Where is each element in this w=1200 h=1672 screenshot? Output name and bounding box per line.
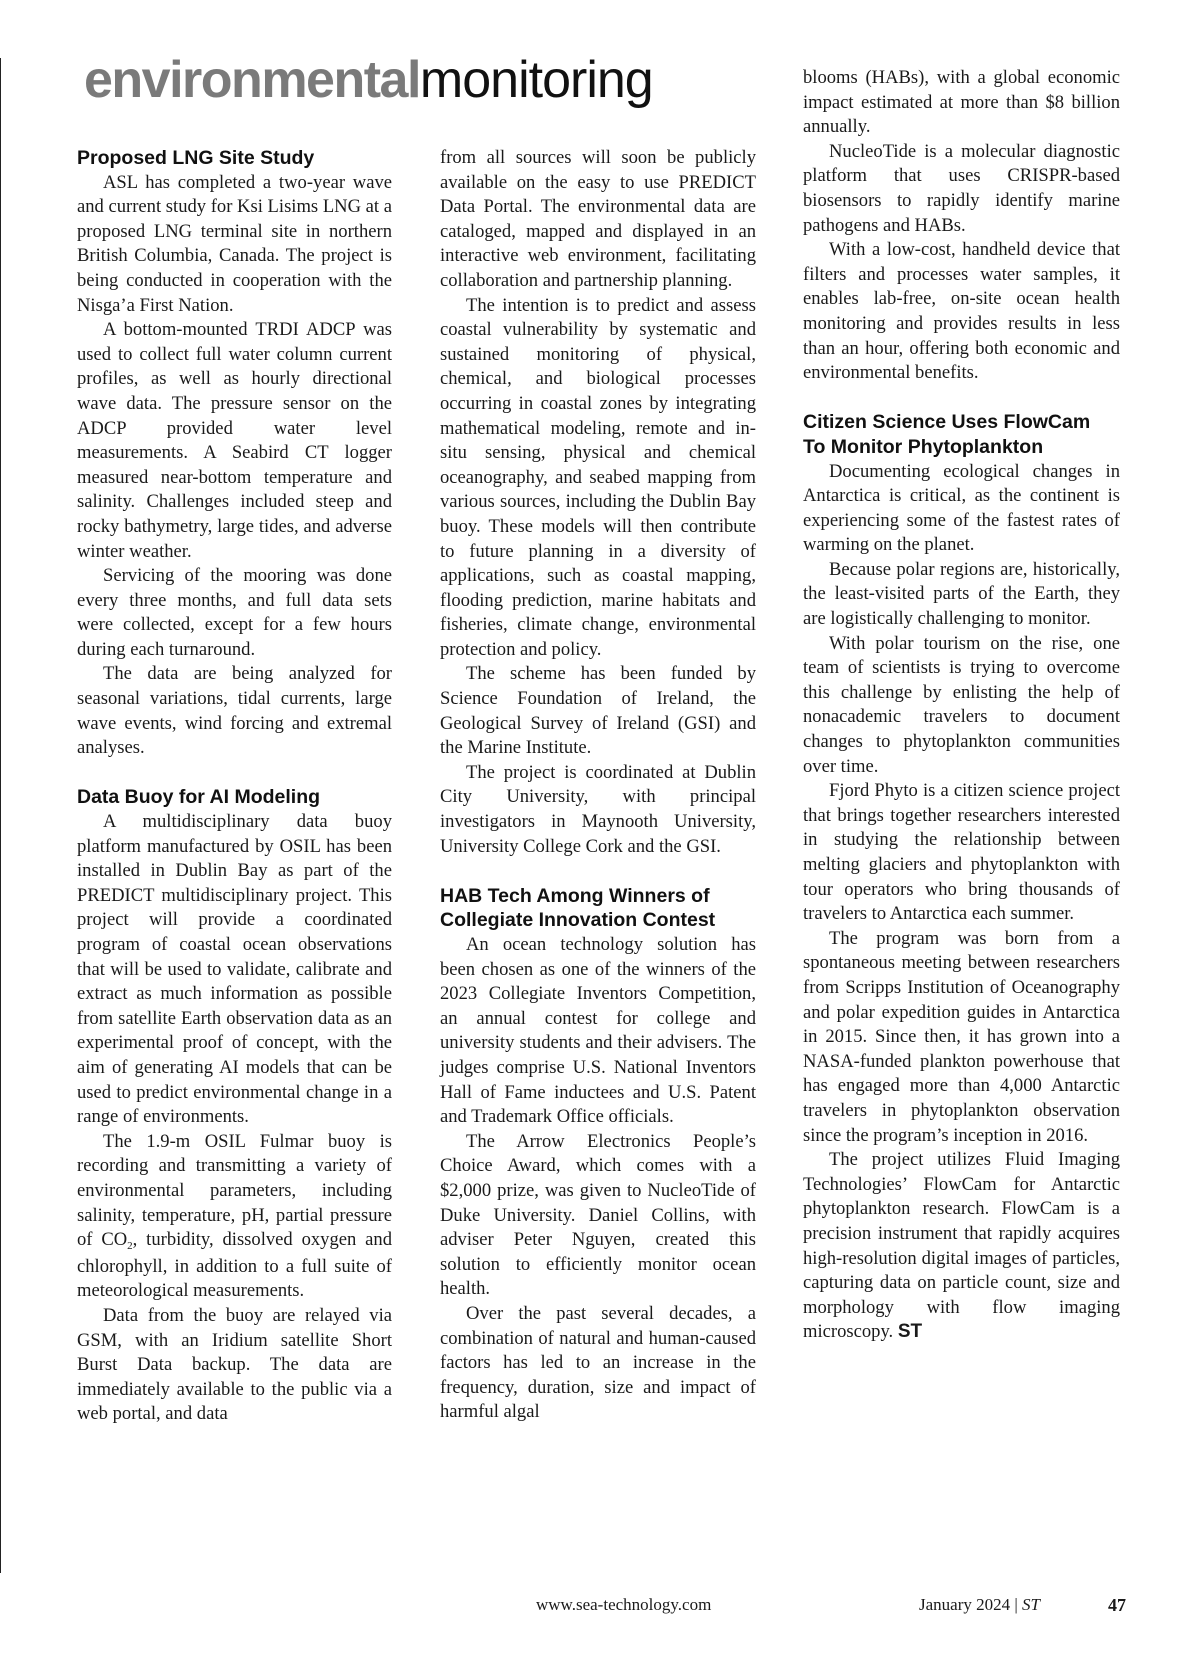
buoy-paragraph-2 [77,1130,392,1304]
footer-website-url: www.sea-technology.com [536,1595,712,1614]
buoy-paragraph-4: The intention is to predict and assess coastal vulnerability by systematic and sustained monitoring of physical, chemical, and biological processes occurring in coastal zones by integrating mathematical modeling, remote and in-situ sensing, physical and chemical oceanography, and seabed mapping from various sources, including the Dublin Bay buoy. These models will then contribute to future planning in a diversity of applications, such as coastal mapping, flooding prediction, marine habitats and fisheries, climate change, environmental protection and policy. [440,294,756,660]
buoy-paragraph-5: The scheme has been funded by Science Foundation of Ireland, the Geological Survey of Ireland (GSI) and the Marine Institute. [440,663,756,759]
masthead-light-word: monitoring [419,51,653,109]
heading-citizen-line-1: Citizen Science Uses FlowCam [803,411,1091,434]
lng-paragraph-2: A bottom-mounted TRDI ADCP was used to collect full water column current profiles, as well as hourly directional wave data. The pressure sensor on the ADCP provided water level measurements. A Seabird CT logger measured near-bottom temperature and salinity. Challenges included steep and rocky bathymetry, large tides, and adverse winter weather. [77,319,392,562]
citizen-paragraph-6-text: The project utilizes Fluid Imaging Technologies’ FlowCam for Antarctic phytoplankton research. FlowCam is a precision instrument that rapidly acquires high-resolution digital images of particles, capturing data on particle count, size and morphology with flow imaging microscopy. [803,1149,1120,1343]
article-column-1 [77,146,392,1427]
lng-paragraph-4: The data are being analyzed for seasonal variations, tidal currents, large wave events, wind forcing and extremal analyses. [77,663,392,759]
section-masthead [84,50,653,110]
heading-hab-line-1: HAB Tech Among Winners of [440,884,710,907]
citizen-paragraph-1: Documenting ecological changes in Antarctica is critical, as the continent is experiencing some of the fastest rates of warming on the planet. [803,460,1120,556]
citizen-paragraph-4: Fjord Phyto is a citizen science project that brings together researchers interested in studying the relationship between melting glaciers and phytoplankton with tour operators who bring thousands of travelers to Antarctica each summer. [803,780,1120,925]
citizen-paragraph-3: With polar tourism on the rise, one team of scientists is trying to overcome this challenge by enlisting the help of nonacademic travelers to document changes to phytoplankton communities over time. [803,632,1120,777]
article-column-2 [440,146,756,1425]
buoy-paragraph-2-part-a: The 1.9-m OSIL Fulmar buoy is recording and transmitting a variety of environmental parameters, including salinity, temperature, pH, partial pressure of CO [77,1130,392,1251]
buoy-paragraph-3: Data from the buoy are relayed via GSM, with an Iridium satellite Short Burst Data backup. The data are immediately available to the public via a web portal, and data [77,1304,392,1425]
citizen-paragraph-5: The program was born from a spontaneous meeting between researchers from Scripps Institution of Oceanography and polar expedition guides in Antarctica in 2015. Since then, it has grown into a NASA-funded plankton powerhouse that has engaged more than 4,000 Antarctic travelers in phytoplankton observation since the program’s inception in 2016. [803,927,1120,1146]
hab-paragraph-1: An ocean technology solution has been chosen as one of the winners of the 2023 Collegiate Inventors Competition, an annual contest for college and university students and their advisers. The judges comprise U.S. National Inventors Hall of Fame inductees and U.S. Patent and Trademark Office officials. [440,934,756,1128]
heading-citizen-line-2: To Monitor Phytoplankton [803,435,1044,458]
lng-paragraph-3: Servicing of the mooring was done every three months, and full data sets were collected, except for a few hours during each turnaround. [77,565,392,660]
masthead-bold-word: environmental [84,51,420,109]
footer-date-text: January 2024 | [919,1595,1018,1614]
heading-hab-line-2: Collegiate Innovation Contest [440,909,716,932]
footer-magazine-abbrev: ST [1022,1595,1040,1614]
hab-paragraph-4: NucleoTide is a molecular diagnostic platform that uses CRISPR-based biosensors to rapidly identify marine pathogens and HABs. [803,140,1120,236]
buoy-paragraph-6: The project is coordinated at Dublin City University, with principal investigators in Maynooth University, University College Cork and the GSI. [440,761,756,857]
hab-paragraph-3: Over the past several decades, a combination of natural and human-caused factors has led to an increase in the frequency, duration, size and impact of harmful algal [440,1302,756,1423]
lng-paragraph-1: ASL has completed a two-year wave and current study for Ksi Lisims LNG at a proposed LNG terminal site in northern British Columbia, Canada. The project is being conducted in cooperation with the Nisga’a First Nation. [77,171,392,316]
heading-lng-site-study: Proposed LNG Site Study [77,147,315,169]
left-edge-rule [0,58,1,1573]
buoy-paragraph-1: A multidisciplinary data buoy platform manufactured by OSIL has been installed in Dublin Bay as part of the PREDICT multidisciplinary project. This project will provide a coordinated program of coastal ocean observations that will be used to validate, calibrate and extract as much information as possible from satellite Earth observation data as an experimental proof of concept, with the aim of generating AI models that can be used to predict environmental change in a range of environments. [77,811,392,1128]
heading-citizen-science [803,410,1120,459]
heading-hab-tech [440,884,756,933]
buoy-paragraph-2-part-b: , turbidity, dissolved oxygen and chlorophyll, in addition to a full suite of meteorological measurements. [77,1229,393,1302]
article-column-3 [803,66,1120,1345]
hab-paragraph-5: With a low-cost, handheld device that filters and processes water samples, it enables lab-free, on-site ocean health monitoring and provides results in less than an hour, offering both economic and environmental benefits. [803,239,1120,384]
co2-subscript: 2 [127,1240,133,1253]
hab-paragraph-2: The Arrow Electronics People’s Choice Award, which comes with a $2,000 prize, was given to NucleoTide of Duke University. Daniel Collins, with adviser Peter Nguyen, created this solution to efficiently monitor ocean health. [440,1130,756,1300]
buoy-paragraph-continued: from all sources will soon be publicly available on the easy to use PREDICT Data Portal. The environmental data are cataloged, mapped and displayed in an interactive web environment, facilitating collaboration and partnership planning. [440,147,756,291]
citizen-paragraph-6 [803,1148,1120,1345]
citizen-paragraph-2: Because polar regions are, historically, the least-visited parts of the Earth, they are logistically challenging to monitor. [803,558,1120,630]
footer-page-number: 47 [1108,1595,1126,1615]
footer-issue-date [919,1594,1040,1616]
hab-paragraph-continued: blooms (HABs), with a global economic impact estimated at more than $8 billion annually. [803,67,1120,138]
st-end-mark: ST [897,1321,923,1343]
heading-data-buoy: Data Buoy for AI Modeling [77,786,321,809]
